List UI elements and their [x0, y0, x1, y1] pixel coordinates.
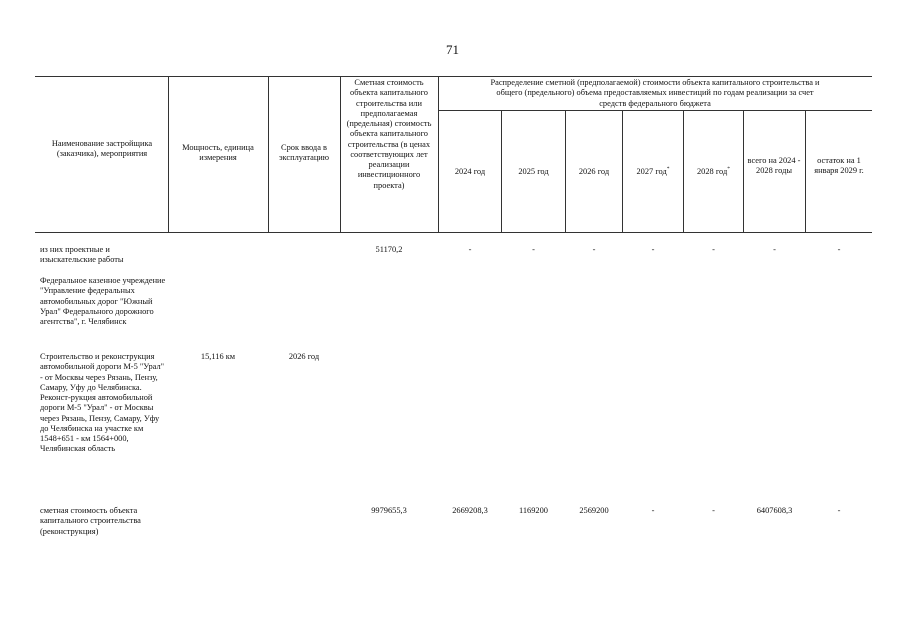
- distribution-header-divider: [438, 110, 872, 111]
- header-term: Срок ввода в эксплуатацию: [278, 143, 330, 163]
- header-year-2025: 2025 год: [518, 167, 549, 176]
- header-capacity: Мощность, единица измерения: [182, 143, 254, 163]
- col-divider: [268, 76, 269, 232]
- row-value-2026: -: [592, 245, 596, 254]
- header-name: Наименование застройщика (заказчика), мероприятия: [51, 139, 153, 159]
- row-value-remainder: -: [837, 245, 841, 254]
- col-divider: [340, 76, 341, 232]
- row-value-2028: -: [712, 245, 715, 254]
- row-value-2025: -: [532, 245, 535, 254]
- header-total: всего на 2024 - 2028 годы: [747, 156, 801, 176]
- row-name: из них проектные и изыскательские работы: [40, 245, 124, 265]
- row-value-2027: -: [651, 245, 655, 254]
- row-estimate: 9979655,3: [371, 506, 407, 515]
- row-value-2024: 2669208,3: [452, 506, 488, 515]
- row-value-total: -: [773, 245, 776, 254]
- col-divider: [438, 76, 439, 232]
- header-year-2028: 2028 год*: [696, 166, 731, 176]
- row-value-total: 6407608,3: [756, 506, 793, 515]
- row-value-2028: -: [712, 506, 715, 515]
- row-estimate: 51170,2: [375, 245, 403, 254]
- header-year-2024: 2024 год: [454, 167, 486, 176]
- row-name: Строительство и реконструкция автомобильной дороги М-5 "Урал" - от Москвы через Рязань, Пензу, Самару, Уфу до Челябинска. Реконст-рукция автомобильной дороги М-5 "Урал" - от Москвы через Рязань, Пензу, Самару, Уфу до Челябинска на участке км 1548+651 - км 1564+000, Челябинская область: [40, 352, 165, 454]
- row-capacity: 15,116 км: [200, 352, 236, 361]
- header-bottom-border: [35, 232, 872, 233]
- table-top-border: [35, 76, 872, 77]
- page-number: 71: [446, 42, 459, 57]
- header-estimate: Сметная стоимость объекта капитального строительства или предполагаемая (предельная) стоимость объекта капитального строительства (в ценах соответствующих лет реализации инвестиционного проекта): [346, 78, 432, 190]
- row-value-remainder: -: [837, 506, 841, 515]
- header-year-2027: 2027 год*: [636, 166, 670, 176]
- row-value-2026: 2569200: [579, 506, 609, 515]
- header-remainder: остаток на 1 января 2029 г.: [814, 156, 864, 176]
- year-col-divider: [805, 110, 806, 232]
- row-value-2024: -: [468, 245, 472, 254]
- row-value-2027: -: [651, 506, 655, 515]
- row-term: 2026 год: [288, 352, 320, 361]
- header-distribution-title: Распределение сметной (предполагаемой) стоимости объекта капитального строительства и общего (предельного) объема предоставляемых инвестиций по годам реализации за счет средств федерального бюджета: [490, 78, 820, 108]
- row-value-2025: 1169200: [518, 506, 548, 515]
- year-col-divider: [743, 110, 744, 232]
- row-name: Федеральное казенное учреждение "Управление федеральных автомобильных дорог "Южный Урал" Федерального дорожного агентства", г. Челябинск: [40, 276, 166, 326]
- header-year-2026: 2026 год: [578, 167, 610, 176]
- row-name: сметная стоимость объекта капитального строительства (реконструкция): [40, 506, 141, 536]
- col-divider: [168, 76, 169, 232]
